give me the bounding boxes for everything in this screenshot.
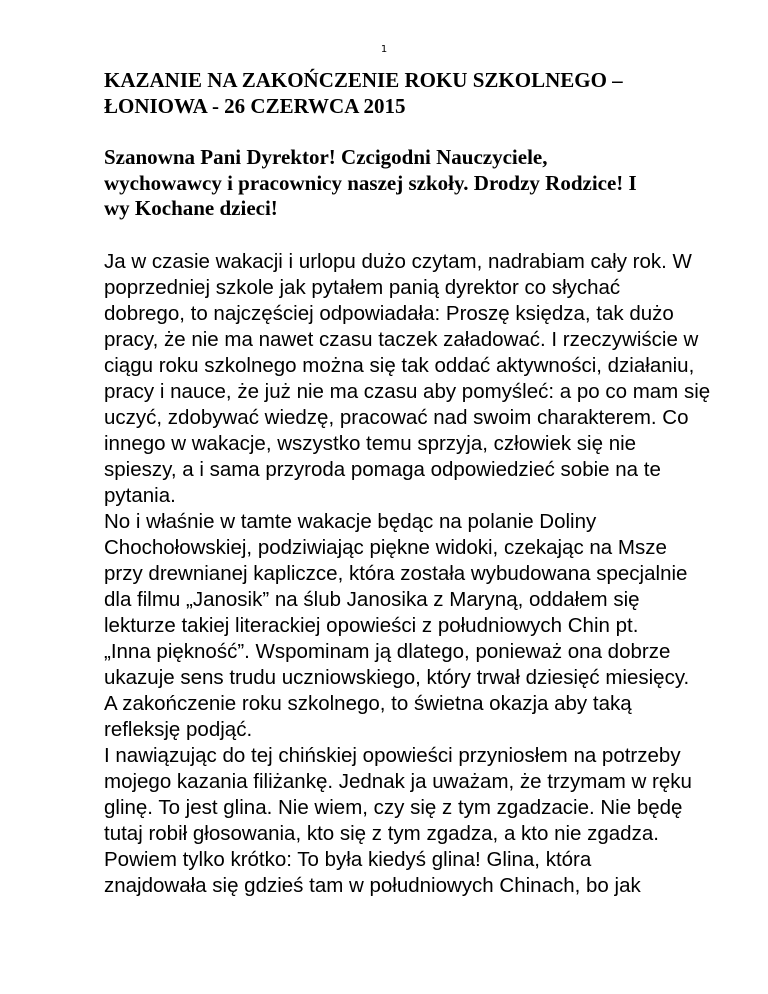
body-line: I nawiązując do tej chińskiej opowieści przyniosłem na potrzeby [104, 743, 681, 767]
body-line: uczyć, zdobywać wiedzę, pracować nad swoim charakterem. Co [104, 405, 689, 429]
body-line: ciągu roku szkolnego można się tak oddać aktywności, działaniu, [104, 353, 695, 377]
document-content [104, 68, 736, 899]
body-line: pytania. [104, 483, 176, 507]
document-title [104, 68, 736, 119]
body-line: pracy, że nie ma nawet czasu taczek załadować. I rzeczywiście w [104, 327, 699, 351]
body-line: No i właśnie w tamte wakacje będąc na polanie Doliny [104, 509, 597, 533]
body-line: pracy i nauce, że już nie ma czasu aby pomyśleć: a po co mam się [104, 379, 711, 403]
body-line: poprzedniej szkole jak pytałem panią dyrektor co słychać [104, 275, 621, 299]
body-line: znajdowała się gdzieś tam w południowych Chinach, bo jak [104, 873, 641, 897]
body-line: przy drewnianej kapliczce, która została wybudowana specjalnie [104, 561, 688, 585]
body-line: glinę. To jest glina. Nie wiem, czy się z tym zgadzacie. Nie będę [104, 795, 683, 819]
body-line: mojego kazania filiżankę. Jednak ja uważam, że trzymam w ręku [104, 769, 692, 793]
salutation-line: wychowawcy i pracownicy naszej szkoły. Drodzy Rodzice! I [104, 170, 637, 195]
salutation-line: Szanowna Pani Dyrektor! Czcigodni Nauczyciele, [104, 145, 548, 169]
title-line: ŁONIOWA - 26 CZERWCA 2015 [104, 93, 406, 118]
body-line: dobrego, to najczęściej odpowiadała: Proszę księdza, tak dużo [104, 301, 674, 325]
body-line: tutaj robił głosowania, kto się z tym zgadza, a kto nie zgadza. [104, 821, 659, 845]
salutation [104, 145, 736, 222]
body-line: ukazuje sens trudu uczniowskiego, który trwał dziesięć miesięcy. [104, 665, 690, 689]
body-line: Chochołowskiej, podziwiając piękne widoki, czekając na Msze [104, 535, 667, 559]
salutation-line: wy Kochane dzieci! [104, 196, 278, 220]
body-line: „Inna piękność”. Wspominam ją dlatego, ponieważ ona dobrze [104, 639, 671, 663]
body-line: spieszy, a i sama przyroda pomaga odpowiedzieć sobie na te [104, 457, 661, 481]
body-line: innego w wakacje, wszystko temu sprzyja, człowiek się nie [104, 431, 637, 455]
body-line: Ja w czasie wakacji i urlopu dużo czytam, nadrabiam cały rok. W [104, 249, 692, 273]
body-text [104, 249, 736, 899]
page-number: 1 [380, 44, 388, 55]
body-line: lekturze takiej literackiej opowieści z południowych Chin pt. [104, 613, 639, 637]
body-line: A zakończenie roku szkolnego, to świetna okazja aby taką [104, 691, 632, 715]
body-line: Powiem tylko krótko: To była kiedyś glina! Glina, która [104, 847, 592, 871]
title-line: KAZANIE NA ZAKOŃCZENIE ROKU SZKOLNEGO – [104, 68, 623, 92]
body-line: dla filmu „Janosik” na ślub Janosika z Maryną, oddałem się [104, 587, 640, 611]
body-line: refleksję podjąć. [104, 717, 253, 741]
